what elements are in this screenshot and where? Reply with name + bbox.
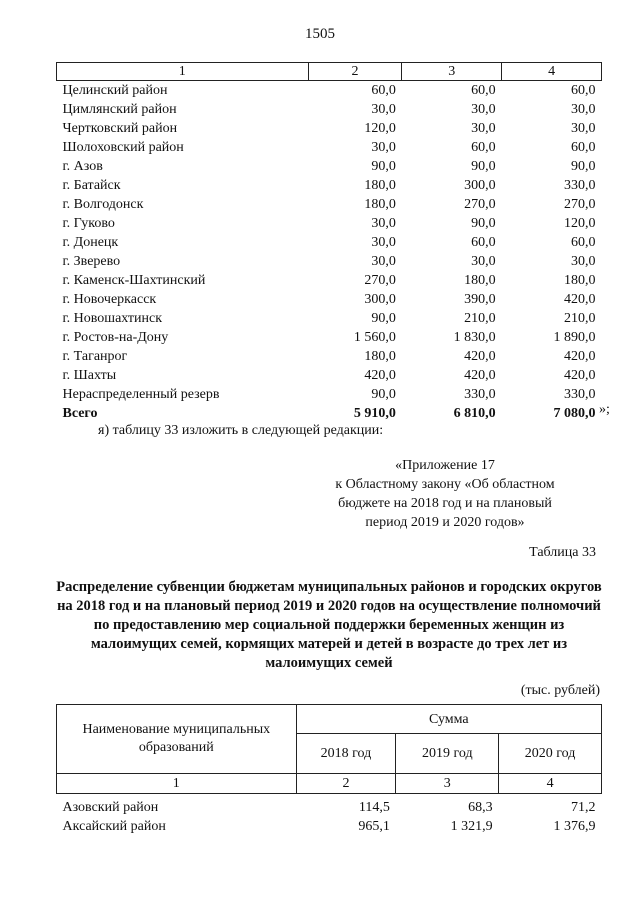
column-number: 3	[396, 774, 499, 794]
amount-cell: 330,0	[564, 178, 596, 193]
amount-cell: 90,0	[471, 159, 496, 174]
table-row	[57, 119, 602, 138]
table-header-row	[57, 63, 602, 81]
amount-cell: 210,0	[564, 311, 596, 326]
amount-cell: 30,0	[471, 121, 496, 136]
table-row	[57, 817, 602, 836]
amount-cell: 180,0	[564, 273, 596, 288]
amount-cell: 60,0	[471, 140, 496, 155]
amount-cell: 30,0	[371, 254, 396, 269]
subsidy-table-33	[56, 704, 602, 836]
amount-cell: 71,2	[571, 800, 596, 815]
column-number: 2	[296, 774, 396, 794]
closing-quote-mark: »;	[599, 402, 610, 417]
table-row	[57, 385, 602, 404]
municipality-name: г. Ростов-на-Дону	[62, 330, 169, 345]
total-row	[57, 404, 602, 423]
subsidy-table-continued	[56, 62, 602, 423]
municipality-name: г. Волгодонск	[62, 197, 144, 212]
amount-cell: 90,0	[371, 387, 396, 402]
column-number: 1	[57, 63, 309, 81]
amount-cell: 30,0	[571, 254, 596, 269]
amount-cell: 420,0	[364, 368, 396, 383]
amount-cell: 90,0	[371, 311, 396, 326]
table-row	[57, 290, 602, 309]
appendix-line: период 2019 и 2020 годов»	[365, 515, 525, 530]
table-row	[57, 798, 602, 817]
municipality-name: г. Батайск	[62, 178, 121, 193]
sum-header: Сумма	[296, 705, 601, 734]
table-row	[57, 157, 602, 176]
amount-cell: 270,0	[464, 197, 496, 212]
amount-cell: 90,0	[371, 159, 396, 174]
amount-cell: 30,0	[371, 140, 396, 155]
amount-cell: 30,0	[371, 102, 396, 117]
amount-cell: 420,0	[564, 349, 596, 364]
amount-cell: 1 830,0	[453, 330, 496, 345]
table-row	[57, 309, 602, 328]
table-row	[57, 81, 602, 101]
amount-cell: 1 376,9	[553, 819, 596, 834]
year-header: 2018 год	[296, 734, 396, 774]
municipality-name: Азовский район	[62, 800, 159, 815]
amount-cell: 180,0	[464, 273, 496, 288]
amount-cell: 390,0	[464, 292, 496, 307]
amount-cell: 60,0	[371, 83, 396, 98]
page-number: 1505	[305, 26, 335, 42]
table-title: Распределение субвенции бюджетам муниципальных районов и городских округов на 2018 год и на плановый период 2019 и 2020 годов на осуществление полномочий по предоставлению мер социальной поддержки беременных женщин из малоимущих семей, кормящих матерей и детей в возрасте до трех лет из малоимущих семей	[56, 579, 602, 671]
column-number: 2	[308, 63, 402, 81]
appendix-line: бюджете на 2018 год и на плановый	[338, 496, 552, 511]
table-row	[57, 347, 602, 366]
amount-cell: 120,0	[564, 216, 596, 231]
amendment-paragraph: я) таблицу 33 изложить в следующей редакции:	[98, 423, 384, 438]
appendix-line: «Приложение 17	[395, 458, 495, 473]
amount-cell: 114,5	[358, 800, 390, 815]
amount-cell: 68,3	[468, 800, 493, 815]
table-row	[57, 138, 602, 157]
amount-cell: 30,0	[371, 235, 396, 250]
municipality-name: Нераспределенный резерв	[62, 387, 220, 402]
amount-cell: 270,0	[364, 273, 396, 288]
municipality-name: г. Каменск-Шахтинский	[62, 273, 206, 288]
municipality-name: Шолоховский район	[62, 140, 184, 155]
amount-cell: 90,0	[571, 159, 596, 174]
amount-cell: 270,0	[564, 197, 596, 212]
table-row	[57, 214, 602, 233]
amount-cell: 330,0	[564, 387, 596, 402]
amount-cell: 30,0	[471, 102, 496, 117]
amount-cell: 1 321,9	[450, 819, 493, 834]
municipality-name: Чертковский район	[62, 121, 178, 136]
total-label: Всего	[62, 406, 98, 421]
table-row	[57, 328, 602, 347]
municipality-name: г. Новочеркасск	[62, 292, 157, 307]
amount-cell: 60,0	[471, 83, 496, 98]
amount-cell: 330,0	[464, 387, 496, 402]
table-row	[57, 252, 602, 271]
column-number: 4	[502, 63, 602, 81]
amount-cell: 60,0	[571, 235, 596, 250]
municipality-name: Цимлянский район	[62, 102, 177, 117]
amount-cell: 300,0	[364, 292, 396, 307]
table-row	[57, 233, 602, 252]
table-row	[57, 366, 602, 385]
year-header: 2019 год	[396, 734, 499, 774]
column-number: 4	[499, 774, 602, 794]
municipality-name: г. Таганрог	[62, 349, 128, 364]
amount-cell: 1 560,0	[353, 330, 396, 345]
amount-cell: 965,1	[358, 819, 390, 834]
municipality-name: Аксайский район	[62, 819, 166, 834]
name-column-header: Наименование муниципальных образований	[57, 705, 297, 774]
column-number: 1	[57, 774, 297, 794]
amount-cell: 120,0	[364, 121, 396, 136]
appendix-line: к Областному закону «Об областном	[335, 477, 555, 492]
municipality-name: Целинский район	[62, 83, 168, 98]
amount-cell: 180,0	[364, 197, 396, 212]
amount-cell: 30,0	[371, 216, 396, 231]
table-number: Таблица 33	[529, 545, 596, 560]
amount-cell: 1 890,0	[553, 330, 596, 345]
municipality-name: г. Азов	[62, 159, 103, 174]
table-body	[57, 81, 602, 405]
amount-cell: 60,0	[571, 140, 596, 155]
total-2018: 5 910,0	[353, 406, 396, 421]
amount-cell: 30,0	[571, 102, 596, 117]
table-body	[57, 798, 602, 836]
amount-cell: 420,0	[464, 368, 496, 383]
amount-cell: 60,0	[471, 235, 496, 250]
amount-cell: 90,0	[471, 216, 496, 231]
amount-cell: 210,0	[464, 311, 496, 326]
amount-cell: 420,0	[564, 292, 596, 307]
amount-cell: 180,0	[364, 178, 396, 193]
total-2019: 6 810,0	[453, 406, 496, 421]
municipality-name: г. Зверево	[62, 254, 121, 269]
amount-cell: 60,0	[571, 83, 596, 98]
table-row	[57, 271, 602, 290]
municipality-name: г. Новошахтинск	[62, 311, 163, 326]
units-label: (тыс. рублей)	[520, 683, 600, 698]
amount-cell: 180,0	[364, 349, 396, 364]
table-row	[57, 195, 602, 214]
amount-cell: 420,0	[564, 368, 596, 383]
amount-cell: 420,0	[464, 349, 496, 364]
year-header: 2020 год	[499, 734, 602, 774]
municipality-name: г. Шахты	[62, 368, 117, 383]
table-row	[57, 176, 602, 195]
amount-cell: 30,0	[471, 254, 496, 269]
table-row	[57, 100, 602, 119]
amount-cell: 30,0	[571, 121, 596, 136]
column-number: 3	[402, 63, 502, 81]
column-number-row	[57, 774, 602, 794]
amount-cell: 300,0	[464, 178, 496, 193]
total-2020: 7 080,0	[553, 406, 596, 421]
appendix-reference	[300, 456, 590, 532]
municipality-name: г. Донецк	[62, 235, 119, 250]
municipality-name: г. Гуково	[62, 216, 115, 231]
